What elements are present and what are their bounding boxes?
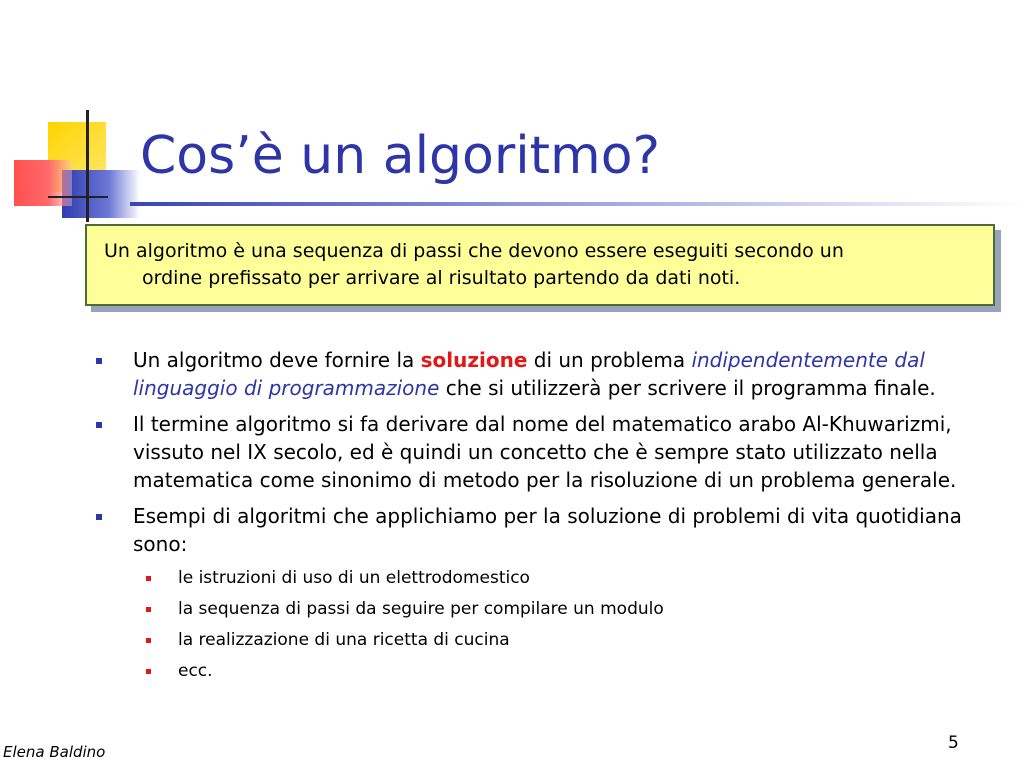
definition-line-2: ordine prefissato per arrivare al risultato partendo da dati noti. <box>142 267 741 289</box>
bullet-1-italic-phrase: indipendentemente dal linguaggio di programmazione <box>133 348 925 400</box>
bullet-item-1 <box>96 346 1001 402</box>
bullet-1-highlight-soluzione: soluzione <box>420 348 528 372</box>
sub-item-4 <box>96 659 1001 683</box>
decor-vertical-line <box>86 110 89 222</box>
footer-author: Elena Baldino <box>3 743 106 761</box>
bullet-marker <box>96 514 102 520</box>
bullet-3-text: Esempi di algoritmi che applichiamo per la soluzione di problemi di vita quotidiana sono: <box>133 504 962 556</box>
sub-item-4-text: ecc. <box>178 661 213 681</box>
bullet-marker <box>96 422 102 428</box>
definition-box <box>85 224 995 306</box>
bullet-1-text-mid: di un problema <box>527 348 692 372</box>
sub-item-1-text: le istruzioni di uso di un elettrodomestico <box>178 568 530 588</box>
definition-line-1: Un algoritmo è una sequenza di passi che devono essere eseguiti secondo un <box>104 240 844 262</box>
sub-bullet-marker <box>146 638 151 643</box>
sub-bullet-list <box>96 566 1001 683</box>
bullet-marker <box>96 358 102 364</box>
bullet-list <box>96 346 1001 690</box>
sub-item-3-text: la realizzazione di una ricetta di cucina <box>178 630 510 650</box>
title-underline-rule <box>130 202 1024 206</box>
footer-page-number: 5 <box>948 733 959 753</box>
bullet-item-3 <box>96 502 1001 558</box>
bullet-1-text-post: che si utilizzerà per scrivere il programma finale. <box>439 376 936 400</box>
sub-bullet-marker <box>146 576 151 581</box>
decor-red-square <box>14 160 72 206</box>
sub-item-1 <box>96 566 1001 590</box>
decor-horizontal-line <box>48 196 108 198</box>
sub-item-3 <box>96 628 1001 652</box>
slide-title: Cos’è un algoritmo? <box>140 126 661 186</box>
sub-bullet-marker <box>146 607 151 612</box>
bullet-2-text: Il termine algoritmo si fa derivare dal nome del matematico arabo Al-Khuwarizmi, vissuto nel IX secolo, ed è quindi un concetto che è sempre stato utilizzato nella matematica come sinonimo di metodo per la risoluzione di un problema generale. <box>133 412 957 492</box>
decor-blue-square <box>62 170 140 218</box>
bullet-1-text-pre: Un algoritmo deve fornire la <box>133 348 421 372</box>
sub-item-2-text: la sequenza di passi da seguire per compilare un modulo <box>178 599 664 619</box>
bullet-item-2 <box>96 410 1001 494</box>
sub-item-2 <box>96 597 1001 621</box>
sub-bullet-marker <box>146 669 151 674</box>
